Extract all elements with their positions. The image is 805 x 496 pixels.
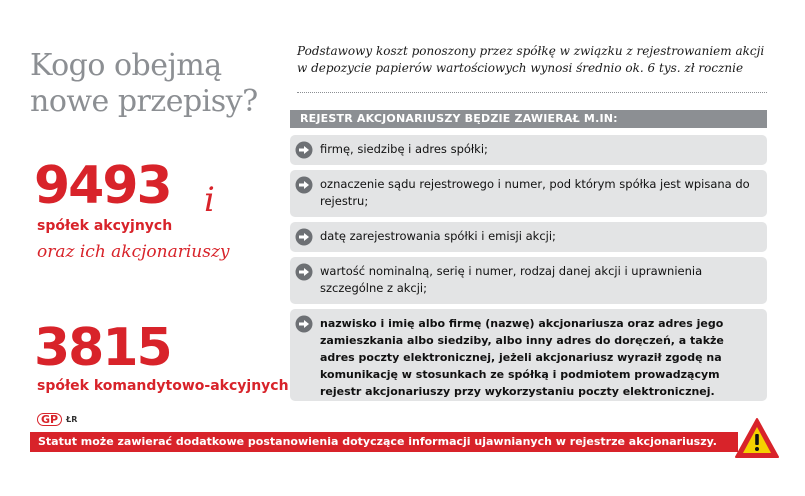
list-item <box>290 222 767 252</box>
list-item-text: nazwisko i imię albo firmę (nazwę) akcjonariusza oraz adres jego zamieszkania albo siedziby, albo inny adres do doręczeń, a także adres poczty elektronicznej, jeżeli akcjonariusz wyraził zgodę na komunikację w stosunkach ze spółką i podmiotem prowadzącym rejestr akcjonariuszy przy wykorzystaniu poczty elektronicznej. <box>320 317 724 398</box>
list-item <box>290 257 767 304</box>
arrow-right-icon <box>295 263 313 281</box>
stat-conjunction: i <box>204 180 215 220</box>
arrow-right-icon <box>295 228 313 246</box>
list-item <box>290 309 767 401</box>
stat-number-limited-partnership: 3815 <box>34 318 171 378</box>
footer-note: Statut może zawierać dodatkowe postanowienia dotyczące informacji ujawnianych w rejestrze akcjonariuszy. <box>30 432 738 452</box>
list-item-text: oznaczenie sądu rejestrowego i numer, pod którym spółka jest wpisana do rejestru; <box>320 177 750 208</box>
divider <box>297 92 767 93</box>
list-item <box>290 135 767 165</box>
list-item-text: firmę, siedzibę i adres spółki; <box>320 142 488 156</box>
arrow-right-icon <box>295 141 313 159</box>
stat-sub-shareholders: oraz ich akcjonariuszy <box>37 242 230 262</box>
intro-text: Podstawowy koszt ponoszony przez spółkę w związku z rejestrowaniem akcji w depozycie papierów wartościowych wynosi średnio ok. 6 tys. zł rocznie <box>297 44 765 75</box>
arrow-right-icon <box>295 176 313 194</box>
page-title: Kogo obejmą nowe przepisy? <box>30 48 258 119</box>
author-initials: ŁR <box>66 414 78 424</box>
list-item-text: datę zarejestrowania spółki i emisji akcji; <box>320 229 556 243</box>
stat-label-joint-stock: spółek akcyjnych <box>37 218 173 234</box>
warning-triangle-icon <box>734 417 780 459</box>
stat-number-joint-stock: 9493 <box>34 156 171 216</box>
list-item-text: wartość nominalną, serię i numer, rodzaj danej akcji i uprawnienia szczególne z akcji; <box>320 264 703 295</box>
stat-label-limited-partnership: spółek komandytowo-akcyjnych <box>37 378 289 394</box>
logo-mark: GP <box>37 413 62 426</box>
list-header: REJESTR AKCJONARIUSZY BĘDZIE ZAWIERAŁ M.IN: <box>290 110 767 128</box>
list-item <box>290 170 767 217</box>
publisher-logo <box>37 412 77 426</box>
arrow-right-icon <box>295 315 313 333</box>
